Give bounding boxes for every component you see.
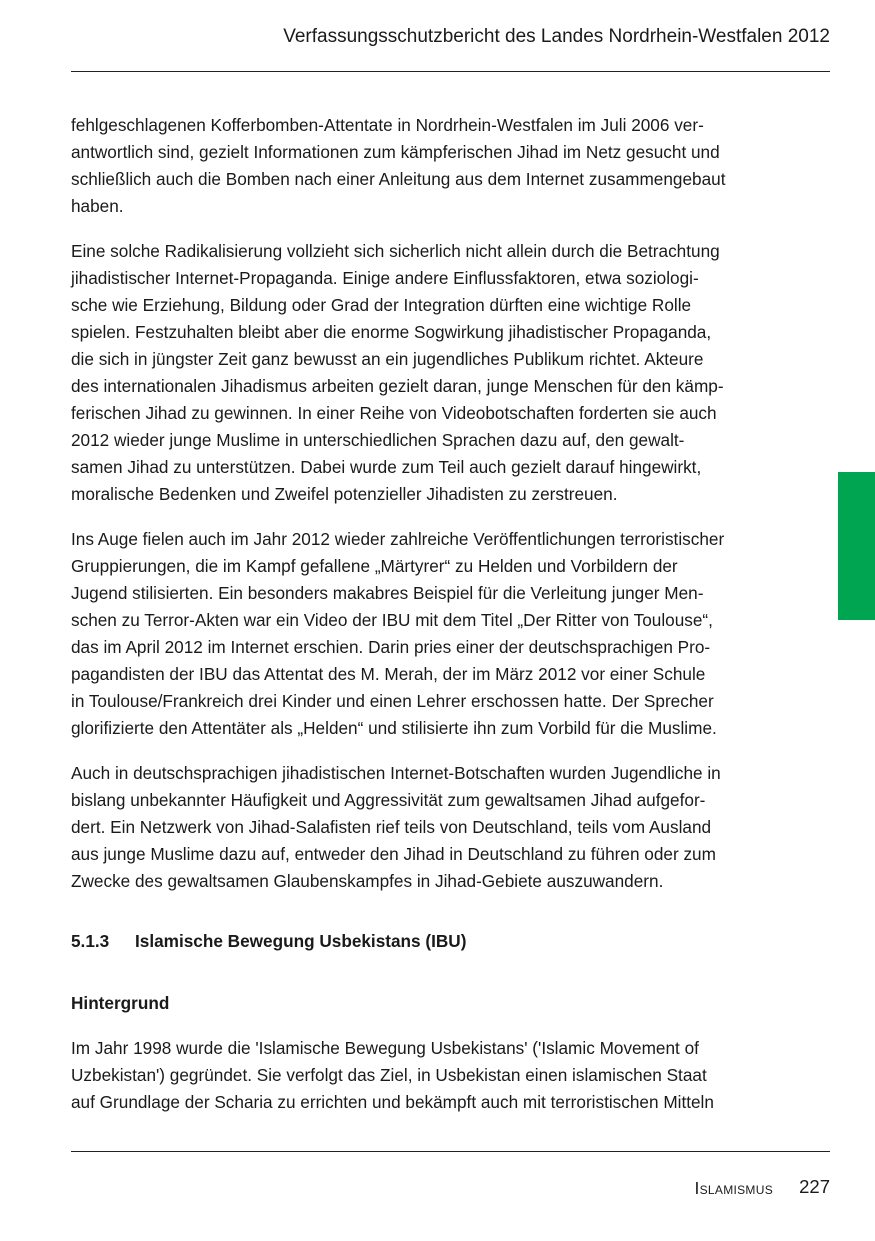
text-line: Ins Auge fielen auch im Jahr 2012 wieder zahlreiche Veröffentlichungen terroristischer — [71, 529, 725, 549]
text-line: des internationalen Jihadismus arbeiten gezielt daran, junge Menschen für den kämp- — [71, 376, 724, 396]
running-header-title: Verfassungsschutzbericht des Landes Nordrhein-Westfalen 2012 — [283, 26, 830, 47]
text-line: fehlgeschlagenen Kofferbomben-Attentate in Nordrhein-Westfalen im Juli 2006 ver- — [71, 115, 704, 135]
text-line: dert. Ein Netzwerk von Jihad-Salafisten rief teils von Deutschland, teils vom Ausland — [71, 817, 712, 837]
chapter-side-tab — [838, 472, 875, 620]
header-divider — [71, 71, 830, 72]
text-line: aus junge Muslime dazu auf, entweder den Jihad in Deutschland zu führen oder zum — [71, 844, 716, 864]
text-line: bislang unbekannter Häufigkeit und Aggressivität zum gewaltsamen Jihad aufgefor- — [71, 790, 706, 810]
text-line: jihadistischer Internet-Propaganda. Einige andere Einflussfaktoren, etwa soziologi- — [71, 268, 699, 288]
paragraph — [71, 1035, 811, 1116]
text-line: schließlich auch die Bomben nach einer Anleitung aus dem Internet zusammengebaut — [71, 169, 726, 189]
text-line: pagandisten der IBU das Attentat des M. Merah, der im März 2012 vor einer Schule — [71, 664, 706, 684]
text-line: schen zu Terror-Akten war ein Video der IBU mit dem Titel „Der Ritter von Toulouse“, — [71, 610, 713, 630]
text-line: das im April 2012 im Internet erschien. Darin pries einer der deutschsprachigen Pro- — [71, 637, 711, 657]
text-line: 2012 wieder junge Muslime in unterschiedlichen Sprachen dazu auf, den gewalt- — [71, 430, 685, 450]
text-line: glorifizierte den Attentäter als „Helden“ und stilisierte ihn zum Vorbild für die Muslime. — [71, 718, 717, 738]
text-line: Im Jahr 1998 wurde die 'Islamische Bewegung Usbekistans' ('Islamic Movement of — [71, 1038, 699, 1058]
text-line: Zwecke des gewaltsamen Glaubenskampfes in Jihad-Gebiete auszuwandern. — [71, 871, 664, 891]
text-line: Eine solche Radikalisierung vollzieht sich sicherlich nicht allein durch die Betrachtung — [71, 241, 720, 261]
text-line: spielen. Festzuhalten bleibt aber die enorme Sogwirkung jihadistischer Propaganda, — [71, 322, 712, 342]
paragraph — [71, 760, 811, 895]
page-number: 227 — [799, 1176, 830, 1197]
footer-section-label: Islamismus — [694, 1178, 773, 1198]
text-line: sche wie Erziehung, Bildung oder Grad der Integration dürften eine wichtige Rolle — [71, 295, 692, 315]
text-line: auf Grundlage der Scharia zu errichten und bekämpft auch mit terroristischen Mitteln — [71, 1092, 714, 1112]
text-line: Auch in deutschsprachigen jihadistischen Internet-Botschaften wurden Jugendliche in — [71, 763, 721, 783]
text-line: moralische Bedenken und Zweifel potenzieller Jihadisten zu zerstreuen. — [71, 484, 618, 504]
text-line: Uzbekistan') gegründet. Sie verfolgt das Ziel, in Usbekistan einen islamischen Staat — [71, 1065, 707, 1085]
text-line: die sich in jüngster Zeit ganz bewusst an ein jugendliches Publikum richtet. Akteure — [71, 349, 704, 369]
section-heading — [71, 927, 811, 955]
section-number: 5.1.3 — [71, 931, 110, 951]
subheading: Hintergrund — [71, 993, 170, 1013]
text-line: Gruppierungen, die im Kampf gefallene „Märtyrer“ zu Helden und Vorbildern der — [71, 556, 678, 576]
text-line: ferischen Jihad zu gewinnen. In einer Reihe von Videobotschaften forderten sie auch — [71, 403, 717, 423]
text-line: samen Jihad zu unterstützen. Dabei wurde zum Teil auch gezielt darauf hingewirkt, — [71, 457, 702, 477]
text-line: antwortlich sind, gezielt Informationen zum kämpferischen Jihad im Netz gesucht und — [71, 142, 720, 162]
footer-divider — [71, 1151, 830, 1152]
section-title: Islamische Bewegung Usbekistans (IBU) — [135, 931, 467, 951]
paragraph — [71, 238, 811, 508]
page-body — [71, 112, 811, 1134]
text-line: in Toulouse/Frankreich drei Kinder und einen Lehrer erschossen hatte. Der Sprecher — [71, 691, 714, 711]
paragraph — [71, 112, 811, 220]
text-line: haben. — [71, 196, 124, 216]
text-line: Jugend stilisierten. Ein besonders makabres Beispiel für die Verleitung junger Men- — [71, 583, 704, 603]
paragraph — [71, 526, 811, 742]
